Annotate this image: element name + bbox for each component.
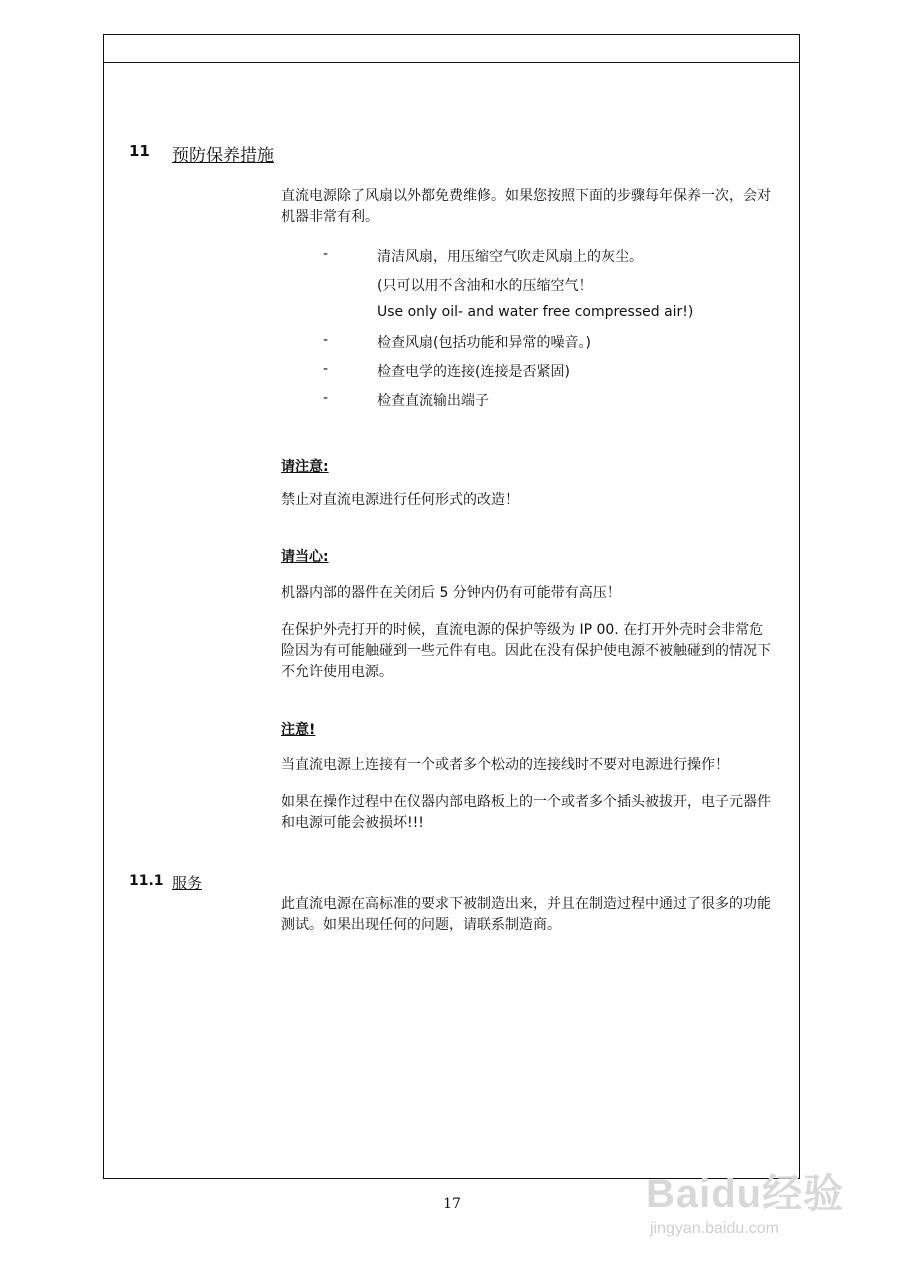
watermark-url: jingyan.baidu.com <box>650 1220 779 1237</box>
section-title: 预防保养措施 <box>172 146 274 166</box>
caution-text: 机器内部的器件在关闭后 5 分钟内仍有可能带有高压！ <box>281 585 621 601</box>
warning-text: 如果在操作过程中在仪器内部电路板上的一个或者多个插头被拔开，电子元器件和电源可能会被损坏!!! <box>281 794 771 831</box>
list-item: (只可以用不含油和水的压缩空气！ <box>377 278 593 294</box>
list-item-dash: - <box>323 246 329 262</box>
list-item: Use only oil- and water free compressed air!) <box>377 304 694 320</box>
list-item-dash: - <box>323 332 329 348</box>
list-item-dash: - <box>323 390 329 406</box>
notice-heading: 请注意: <box>281 459 329 475</box>
section-number: 11 <box>129 142 150 160</box>
intro-paragraph: 直流电源除了风扇以外都免费维修。如果您按照下面的步骤每年保养一次，会对机器非常有利。 <box>281 188 771 225</box>
subsection-number: 11.1 <box>129 873 164 889</box>
baidu-watermark <box>646 1150 876 1270</box>
header-bar <box>104 35 799 63</box>
subsection-text: 此直流电源在高标准的要求下被制造出来，并且在制造过程中通过了很多的功能测试。如果出现任何的问题，请联系制造商。 <box>281 896 771 933</box>
warning-heading: 注意! <box>281 722 316 738</box>
notice-text: 禁止对直流电源进行任何形式的改造！ <box>281 492 519 508</box>
list-item: 检查直流输出端子 <box>377 393 489 409</box>
list-item: 检查风扇(包括功能和异常的噪音。) <box>377 335 591 351</box>
subsection-title: 服务 <box>172 874 203 892</box>
page-number: 17 <box>443 1196 461 1212</box>
list-item: 清洁风扇，用压缩空气吹走风扇上的灰尘。 <box>377 249 643 265</box>
warning-text: 当直流电源上连接有一个或者多个松动的连接线时不要对电源进行操作！ <box>281 757 729 773</box>
watermark-logo: Baidu经验 <box>646 1172 845 1216</box>
caution-text: 在保护外壳打开的时候，直流电源的保护等级为 IP 00. 在打开外壳时会非常危险因为有可能触碰到一些元件有电。因此在没有保护使电源不被触碰到的情况下不允许使用电源。 <box>281 622 771 680</box>
list-item: 检查电学的连接(连接是否紧固) <box>377 364 570 380</box>
list-item-dash: - <box>323 361 329 377</box>
caution-heading: 请当心: <box>281 549 329 565</box>
